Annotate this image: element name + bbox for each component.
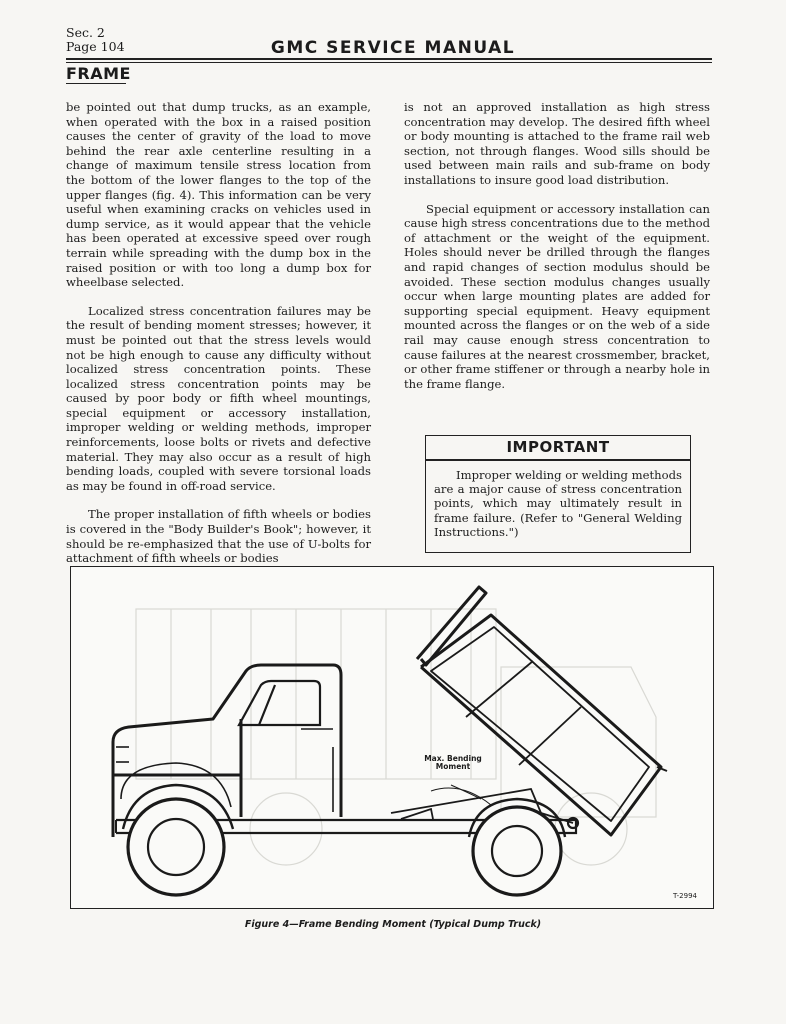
important-notice-box — [425, 435, 691, 553]
right-paragraph-1: is not an approved installation as high stress concentration may develop. The desired fifth wheel or body mounting is attached to the frame rail web section, not through flanges. Wood sills should be used between main rails and sub-frame on body installations to insure good load distribution. — [404, 100, 710, 187]
raised-dump-body — [417, 587, 667, 835]
header-rule-thin — [66, 62, 712, 63]
chapter-heading: FRAME — [66, 64, 131, 83]
manual-title: GMC SERVICE MANUAL — [270, 38, 516, 58]
cab-details — [116, 729, 333, 812]
right-paragraph-2: Special equipment or accessory installation can cause high stress concentrations due to the method of attachment or the weight of the equipment. Holes should never be drilled through the flanges and rapid changes of section modulus should be avoided. These section modulus changes usually occur when large mounting plates are added for supporting special equipment. Heavy equipment mounted across the flanges or on the web of a side rail may cause enough stress concentration to cause failures at the nearest crossmember, bracket, or other frame stiffener or through a nearby hole in the frame flange. — [404, 201, 710, 391]
left-paragraph-3: The proper installation of fifth wheels or bodies is covered in the "Body Builder's Book"; however, it should be re-emphasized that the use of U-bolts for attachment of fifth wheels or bodies — [66, 507, 371, 566]
header-rule — [66, 58, 712, 60]
right-column — [404, 100, 710, 405]
figure-code: T-2994 — [673, 892, 697, 900]
label-line-2: Moment — [435, 762, 471, 771]
max-bending-moment-label — [423, 755, 483, 771]
bending-moment-pointer — [431, 785, 491, 805]
figure-4 — [70, 566, 714, 909]
page-number: Page 104 — [66, 39, 125, 54]
chapter-underline — [66, 83, 126, 84]
left-paragraph-2: Localized stress concentration failures may be the result of bending moment stresses; however, it must be pointed out that the stress levels would not be high enough to cause any difficulty without localized stress concentration points. These localized stress concentration points may be caused by poor body or fifth wheel mountings, special equipment or accessory installation, improper welding or welding methods, improper reinforcements, loose bolts or rivets and defective material. They may also occur as a result of high bending loads, coupled with severe torsional loads as may be found in off-road service. — [66, 303, 371, 493]
dump-truck-illustration — [71, 567, 713, 908]
left-paragraph-1: be pointed out that dump trucks, as an example, when operated with the box in a raised position causes the center of gravity of the load to move behind the rear axle centerline resulting in a change of maximum tensile stress location from the bottom of the lower flanges to the top of the upper flanges (fig. 4). This information can be very useful when examining cracks on vehicles used in dump service, as it would appear that the vehicle has been operated at excessive speed over rough terrain while spreading with the dump box in the raised position or with too long a dump box for wheelbase selected. — [66, 100, 371, 290]
rear-wheel — [469, 799, 565, 895]
important-title: IMPORTANT — [506, 438, 610, 456]
figure-caption: Figure 4—Frame Bending Moment (Typical Dump Truck) — [244, 919, 542, 930]
left-column — [66, 100, 371, 580]
important-text: Improper welding or welding methods are a major cause of stress concentration points, which may ultimately result in frame failure. (Refer to "General Welding Instructions.") — [434, 467, 682, 540]
front-wheel — [123, 785, 233, 895]
label-line-1: Max. Bending — [424, 754, 482, 763]
section-number: Sec. 2 — [66, 25, 105, 40]
